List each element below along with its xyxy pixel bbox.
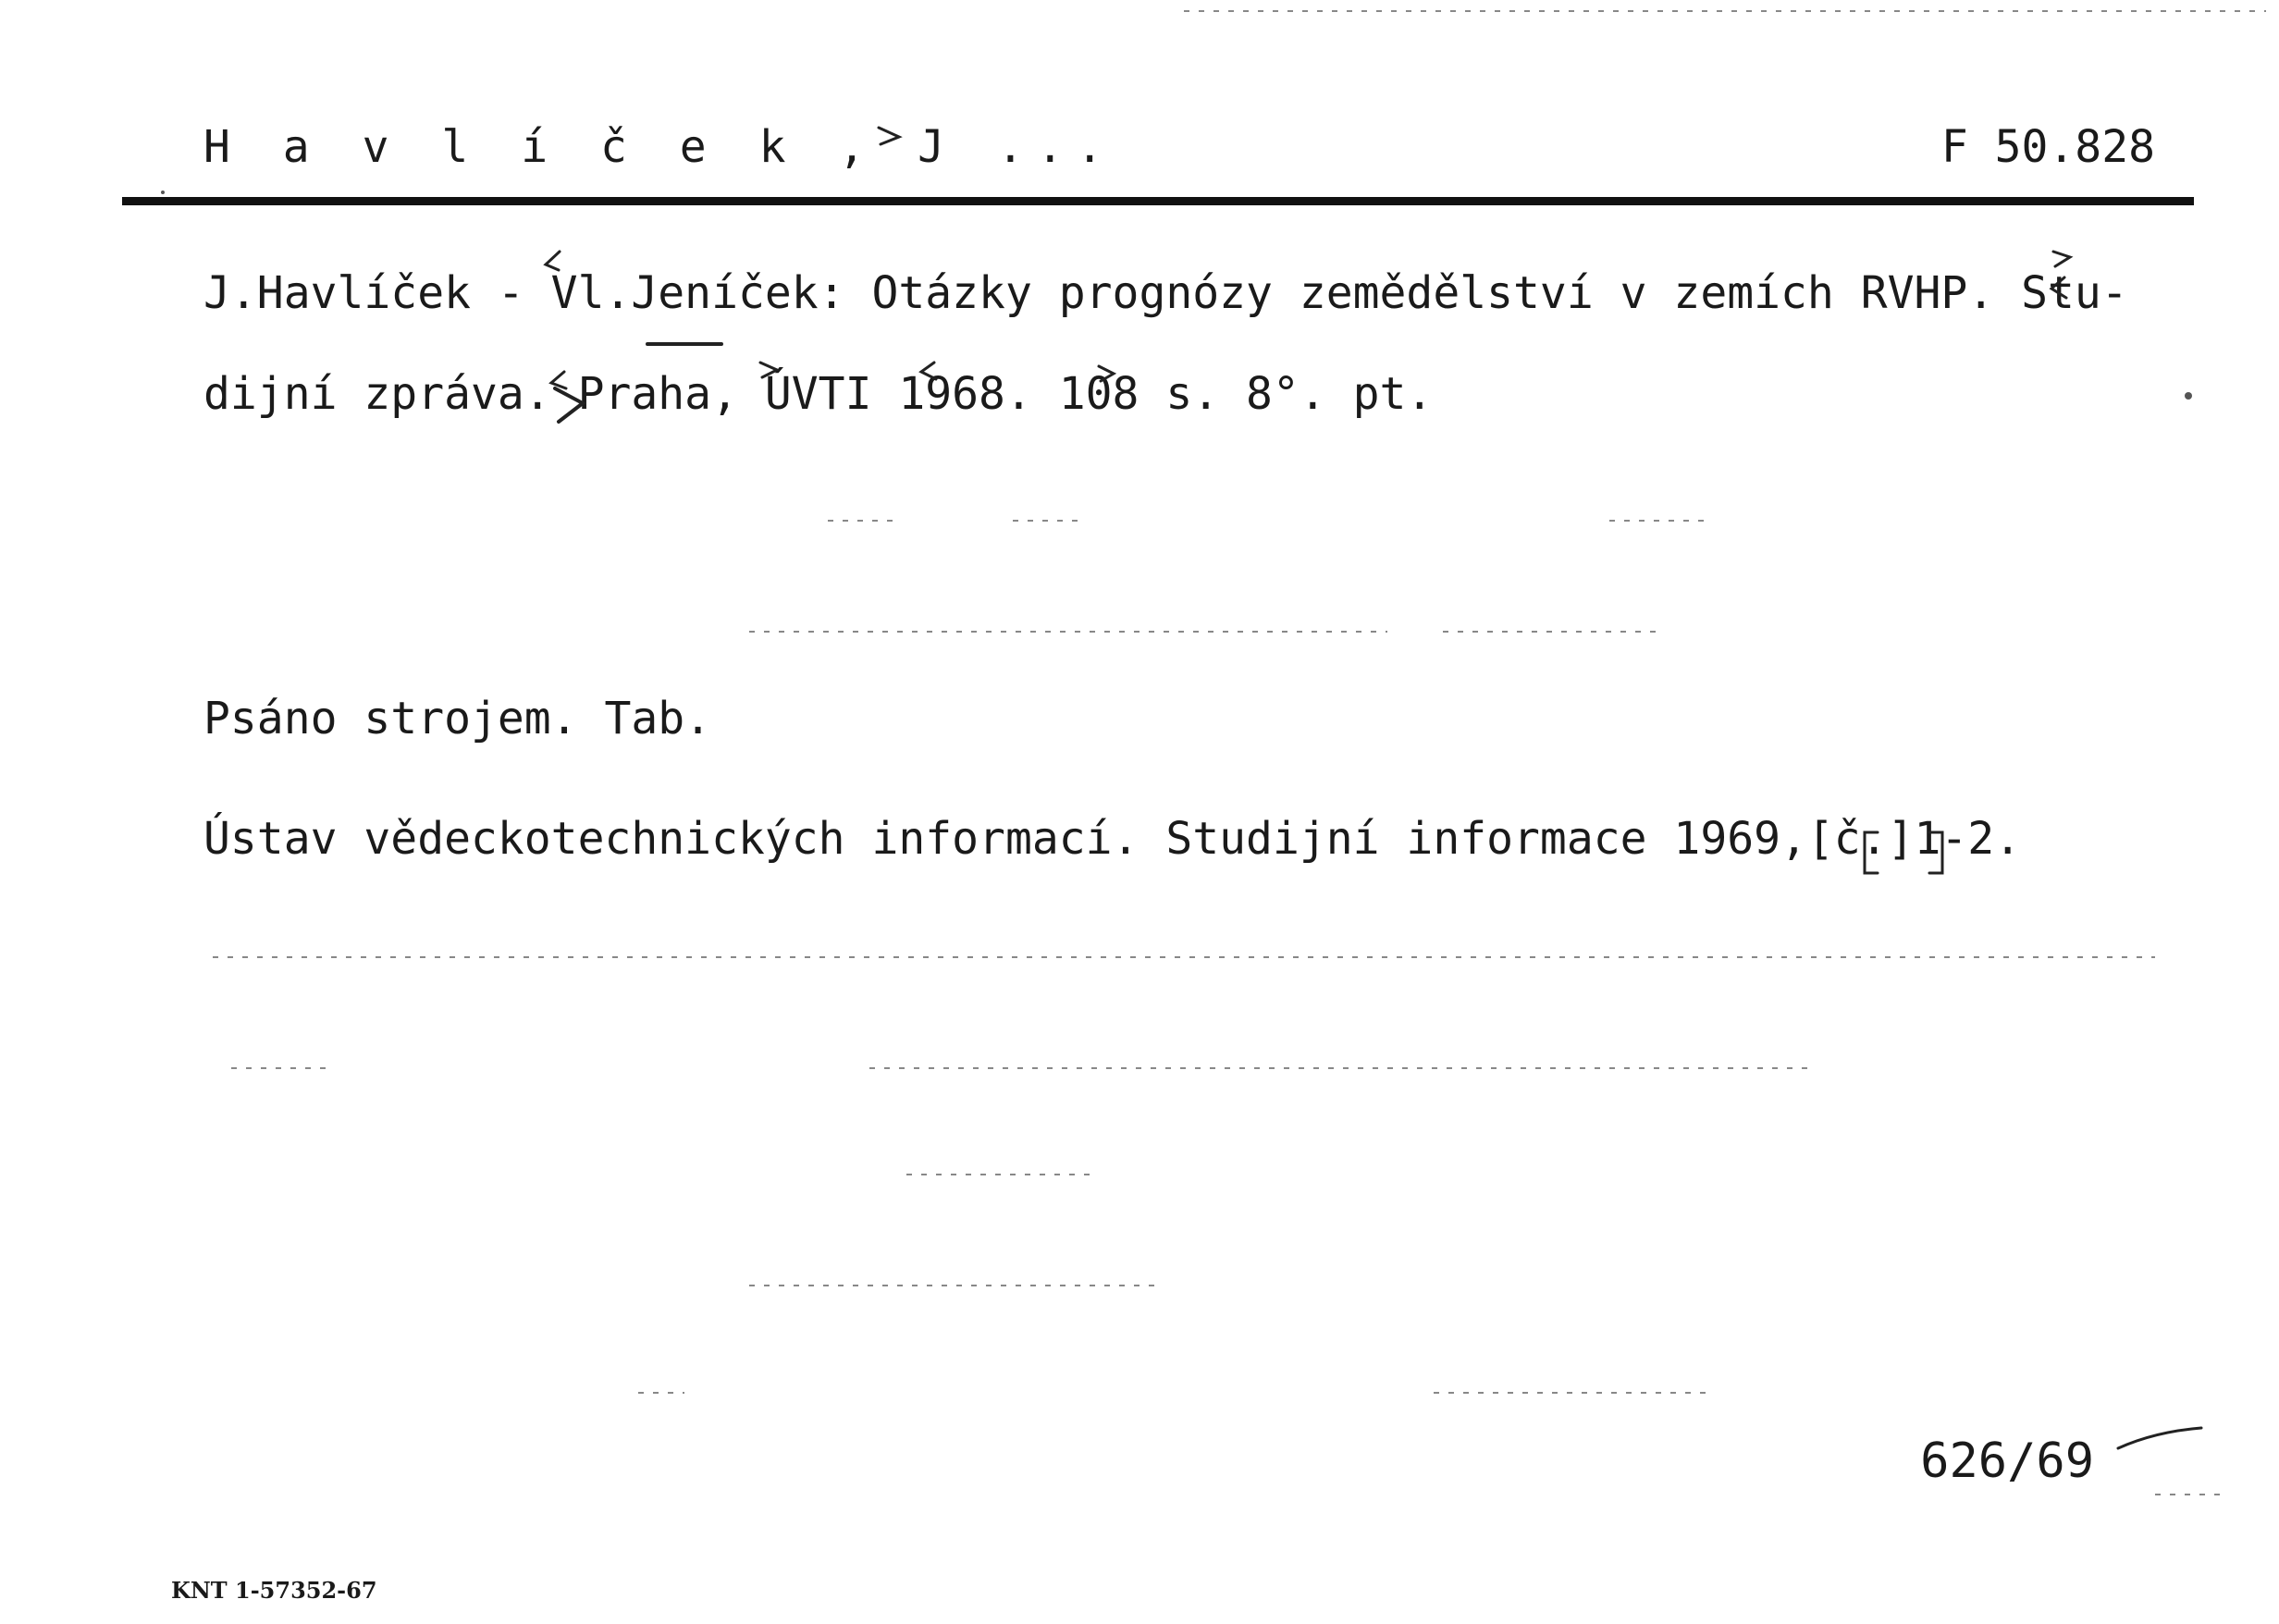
card-heading: H a v l í č e k , J ... [203, 121, 1116, 173]
note-line-2: Ústav vědeckotechnických informací. Studijní informace 1969,[č.]1-2. [203, 813, 2022, 865]
printer-mark: KNT 1-57352-67 [171, 1577, 377, 1604]
entry-line-2: dijní zpráva. Praha, ÚVTI 1968. 108 s. 8°. pt. [203, 368, 1434, 420]
note-line-1: Psáno strojem. Tab. [203, 693, 712, 744]
accession-number: 626/69 [1920, 1433, 2094, 1489]
accession-flourish [2118, 1428, 2201, 1448]
heading-rule [122, 197, 2194, 205]
pencil-mark-2 [2053, 252, 2070, 266]
call-number: F 50.828 [1940, 121, 2155, 173]
entry-line-1: J.Havlíček - Vl.Jeníček: Otázky prognózy zemědělství v zemích RVHP. Stu- [203, 267, 2128, 319]
